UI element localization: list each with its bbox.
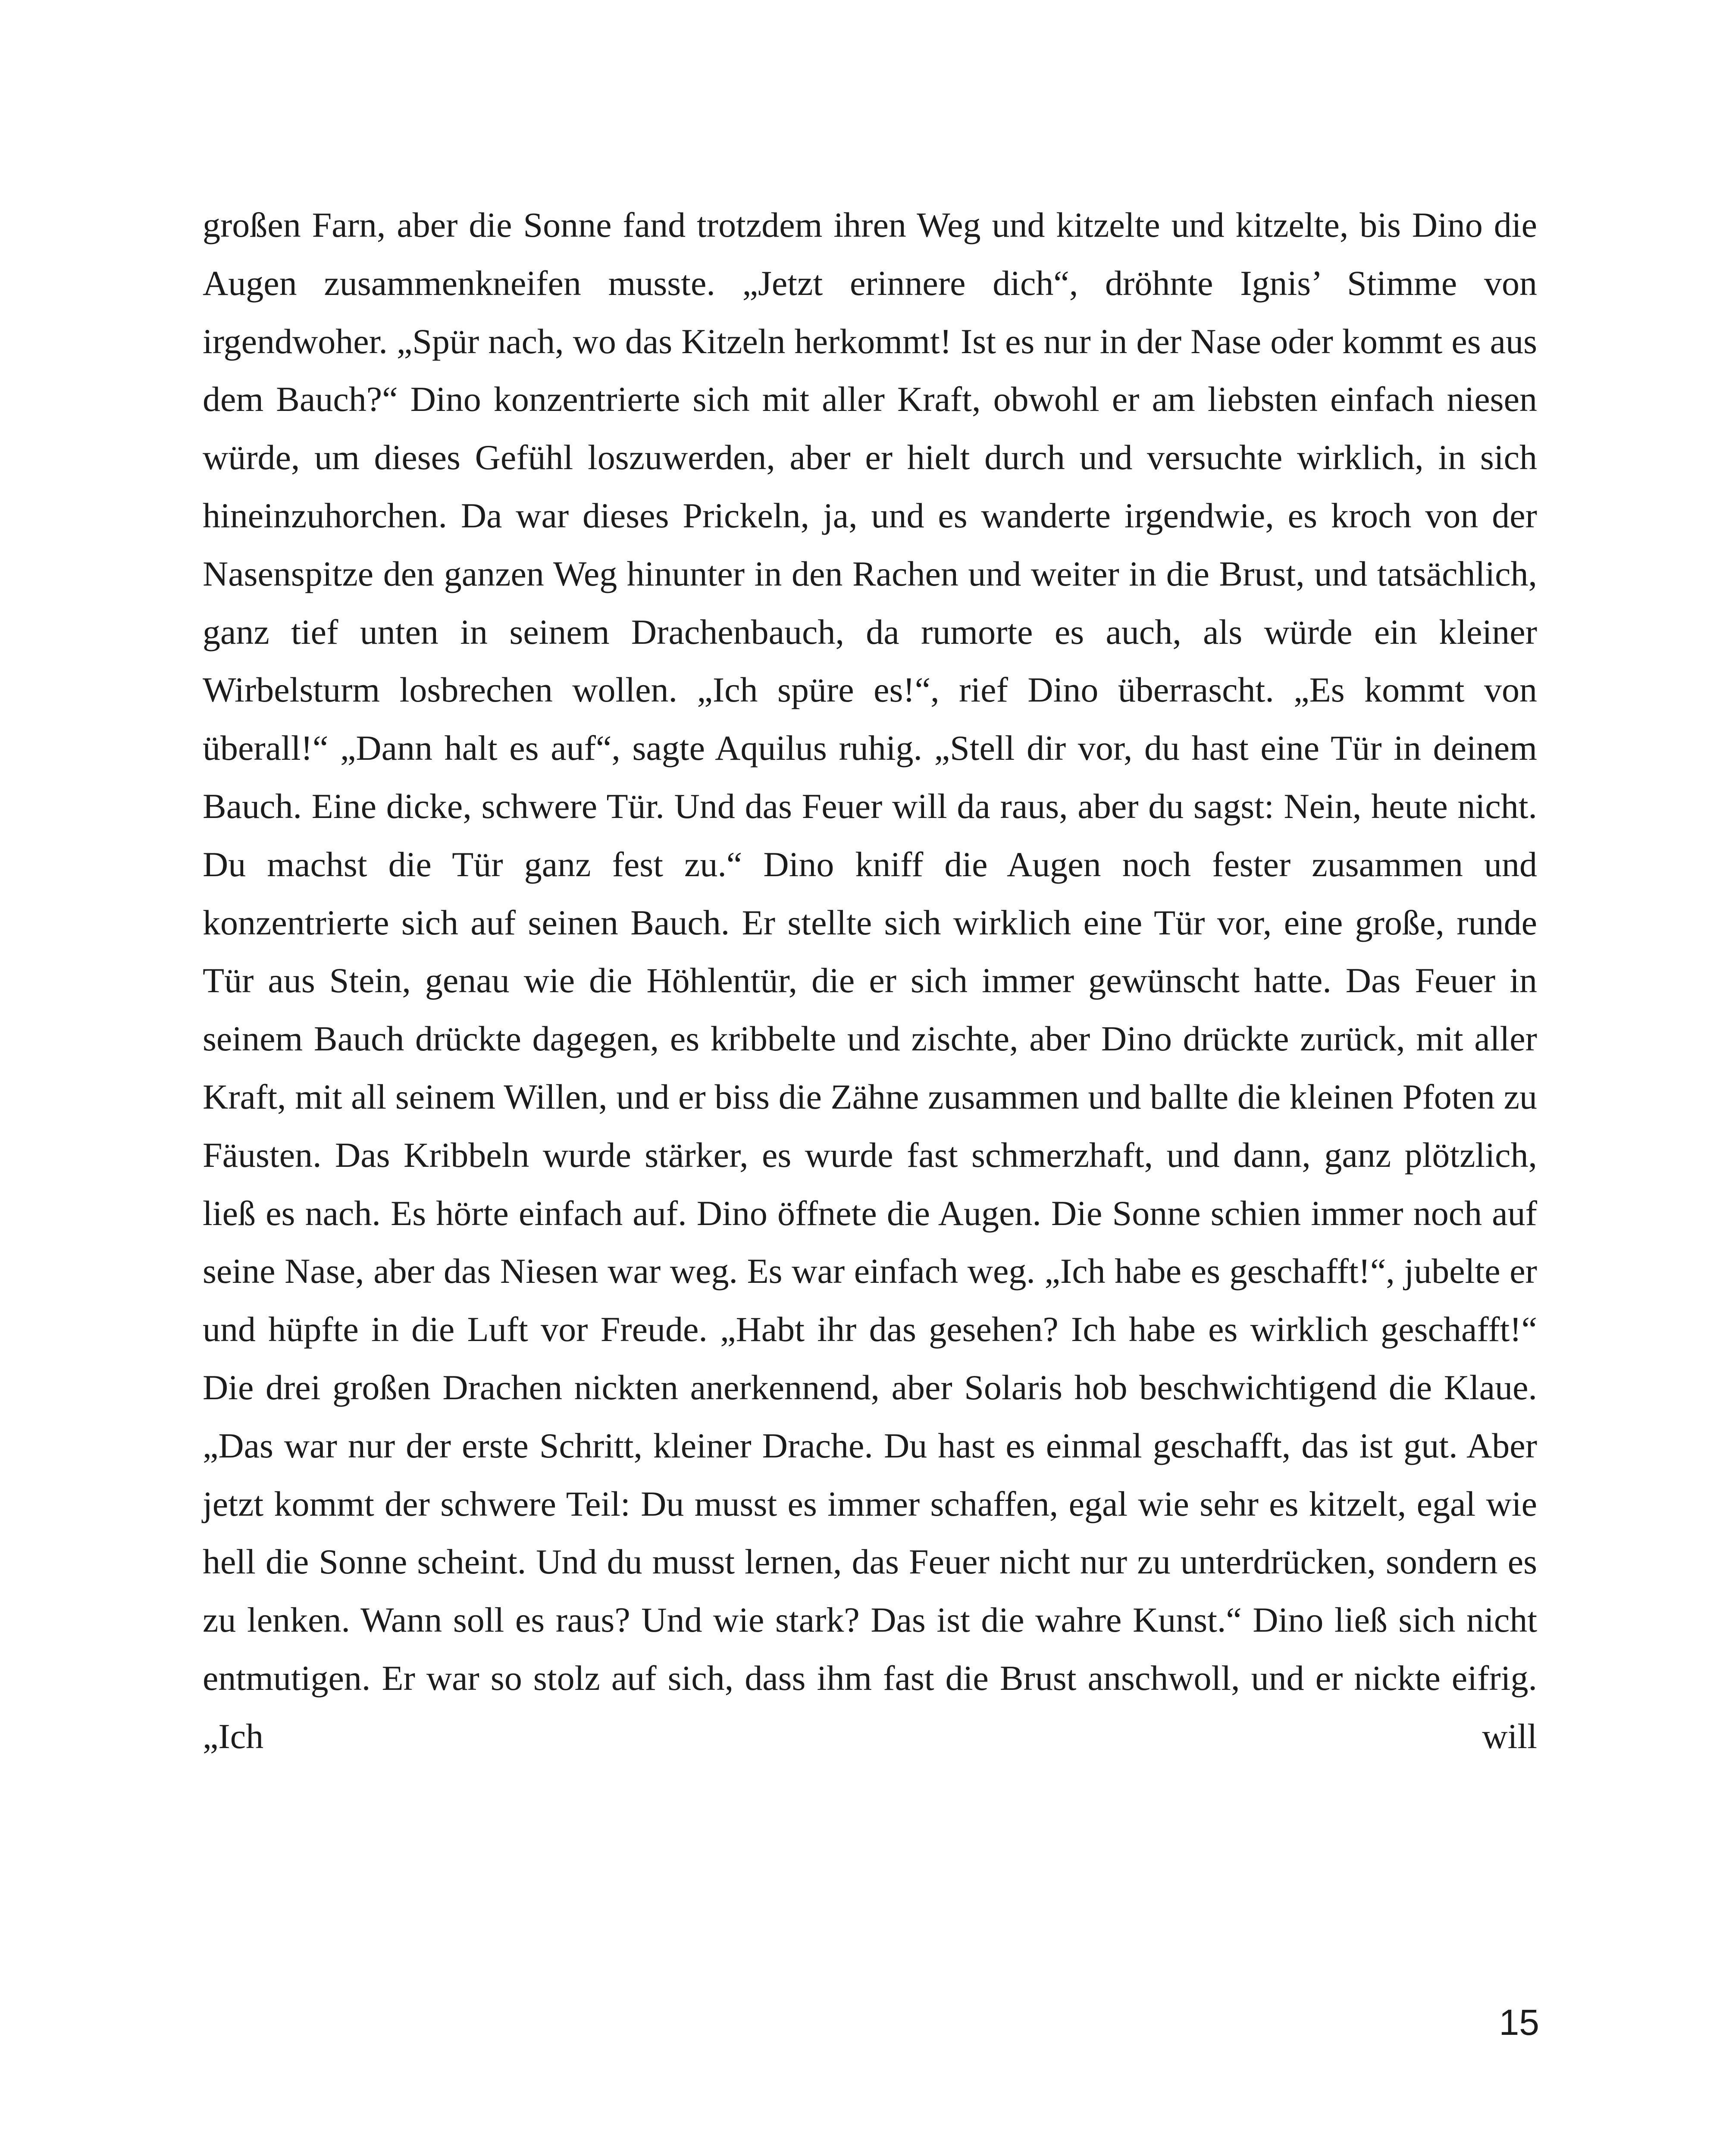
page-number: 15 <box>1499 2002 1539 2043</box>
body-paragraph: großen Farn, aber die Sonne fand trotzdem ihren Weg und kitzelte und kitzelte, bis Dino die Augen zusammenkneifen musste. „Jetzt erinnere dich“, dröhnte Ignis’ Stimme von irgendwoher. „Spür nach, wo das Kitzeln herkommt! Ist es nur in der Nase oder kommt es aus dem Bauch?“ Dino konzentrierte sich mit aller Kraft, obwohl er am liebsten einfach niesen würde, um dieses Gefühl loszuwerden, aber er hielt durch und versuchte wirklich, in sich hineinzuhorchen. Da war dieses Prickeln, ja, und es wanderte irgendwie, es kroch von der Nasenspitze den ganzen Weg hinunter in den Rachen und weiter in die Brust, und tatsächlich, ganz tief unten in seinem Drachenbauch, da rumorte es auch, als würde ein kleiner Wirbelsturm losbrechen wollen. „Ich spüre es!“, rief Dino überrascht. „Es kommt von überall!“ „Dann halt es auf“, sagte Aquilus ruhig. „Stell dir vor, du hast eine Tür in deinem Bauch. Eine dicke, schwere Tür. Und das Feuer will da raus, aber du sagst: Nein, heute nicht. Du machst die Tür ganz fest zu.“ Dino kniff die Augen noch fester zusammen und konzentrierte sich auf seinen Bauch. Er stellte sich wirklich eine Tür vor, eine große, runde Tür aus Stein, genau wie die Höhlentür, die er sich immer gewünscht hatte. Das Feuer in seinem Bauch drückte dagegen, es kribbelte und zischte, aber Dino drückte zurück, mit aller Kraft, mit all seinem Willen, und er biss die Zähne zusammen und ballte die kleinen Pfoten zu Fäusten. Das Kribbeln wurde stärker, es wurde fast schmerzhaft, und dann, ganz plötzlich, ließ es nach. Es hörte einfach auf. Dino öffnete die Augen. Die Sonne schien immer noch auf seine Nase, aber das Niesen war weg. Es war einfach weg. „Ich habe es geschafft!“, jubelte er und hüpfte in die Luft vor Freude. „Habt ihr das gesehen? Ich habe es wirklich geschafft!“ Die drei großen Drachen nickten anerkennend, aber Solaris hob beschwichtigend die Klaue. „Das war nur der erste Schritt, kleiner Drache. Du hast es einmal geschafft, das ist gut. Aber jetzt kommt der schwere Teil: Du musst es immer schaffen, egal wie sehr es kitzelt, egal wie hell die Sonne scheint. Und du musst lernen, das Feuer nicht nur zu unterdrücken, sondern es zu lenken. Wann soll es raus? Und wie stark? Das ist die wahre Kunst.“ Dino ließ sich nicht entmutigen. Er war so stolz auf sich, dass ihm fast die Brust anschwoll, und er nickte eifrig. „Ich will <box>203 205 1537 1756</box>
